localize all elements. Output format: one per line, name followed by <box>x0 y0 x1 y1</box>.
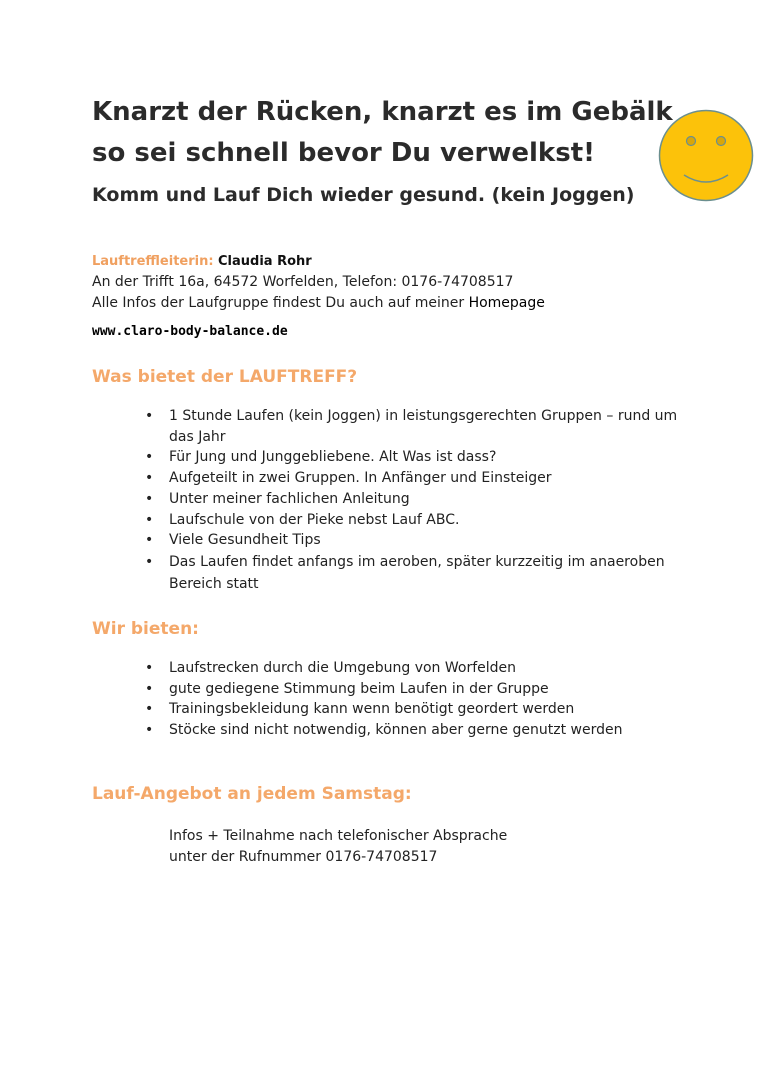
website-link[interactable]: www.claro-body-balance.de <box>92 324 288 339</box>
section-heading-lauf-angebot: Lauf-Angebot an jedem Samstag: <box>92 784 412 804</box>
list-item: • Laufstrecken durch die Umgebung von Worfelden <box>145 658 685 679</box>
note-line-1: Infos + Teilnahme nach telefonischer Absprache <box>169 828 508 844</box>
lauftreff-list <box>145 406 685 596</box>
headline <box>92 92 673 174</box>
contact-block <box>92 251 545 314</box>
section-heading-wir-bieten: Wir bieten: <box>92 619 199 639</box>
list-item: • Viele Gesundheit Tips <box>145 530 685 551</box>
list-item: • gute gediegene Stimmung beim Laufen in der Gruppe <box>145 679 685 700</box>
bullet-icon: • <box>145 490 154 507</box>
list-item: • Das Laufen findet anfangs im aeroben, später kurzzeitig im anaeroben Bereich statt <box>145 551 685 596</box>
leader-label: Lauftreffleiterin: <box>92 254 214 269</box>
note-line-2: unter der Rufnummer 0176-74708517 <box>169 849 438 865</box>
samstag-note <box>169 826 507 868</box>
bullet-icon: • <box>145 408 154 424</box>
contact-address: An der Trifft 16a, 64572 Worfelden, Telefon: 0176-74708517 <box>92 274 514 290</box>
bullet-icon: • <box>145 680 154 697</box>
contact-info-line <box>92 293 545 314</box>
bullet-icon: • <box>145 449 154 466</box>
subheadline: Komm und Lauf Dich wieder gesund. (kein Joggen) <box>92 184 635 206</box>
smiley-face-icon <box>658 109 754 202</box>
bullet-icon: • <box>145 532 154 549</box>
bullet-icon: • <box>145 701 154 718</box>
list-item: • Aufgeteilt in zwei Gruppen. In Anfänger und Einsteiger <box>145 468 685 489</box>
headline-line-1: Knarzt der Rücken, knarzt es im Gebälk <box>92 97 673 127</box>
contact-leader-line <box>92 251 545 272</box>
bullet-icon: • <box>145 553 154 570</box>
list-item: • Stöcke sind nicht notwendig, können aber gerne genutzt werden <box>145 720 685 741</box>
section-heading-lauftreff: Was bietet der LAUFTREFF? <box>92 367 358 387</box>
list-item: • Für Jung und Junggebliebene. Alt Was ist dass? <box>145 447 685 468</box>
bullet-icon: • <box>145 511 154 528</box>
bullet-icon: • <box>145 470 154 487</box>
list-item: • Unter meiner fachlichen Anleitung <box>145 489 685 510</box>
bullet-icon: • <box>145 722 154 739</box>
list-item: • Laufschule von der Pieke nebst Lauf ABC. <box>145 510 685 531</box>
bullet-icon: • <box>145 660 154 676</box>
homepage-link[interactable]: Homepage <box>468 295 545 311</box>
wir-bieten-list <box>145 658 685 741</box>
list-item: • Trainingsbekleidung kann wenn benötigt geordert werden <box>145 699 685 720</box>
leader-name: Claudia Rohr <box>218 254 312 269</box>
list-item: • 1 Stunde Laufen (kein Joggen) in leistungsgerechten Gruppen – rund um das Jahr <box>145 408 678 445</box>
headline-line-2: so sei schnell bevor Du verwelkst! <box>92 138 595 168</box>
contact-info-text: Alle Infos der Laufgruppe findest Du auch auf meiner <box>92 295 465 311</box>
